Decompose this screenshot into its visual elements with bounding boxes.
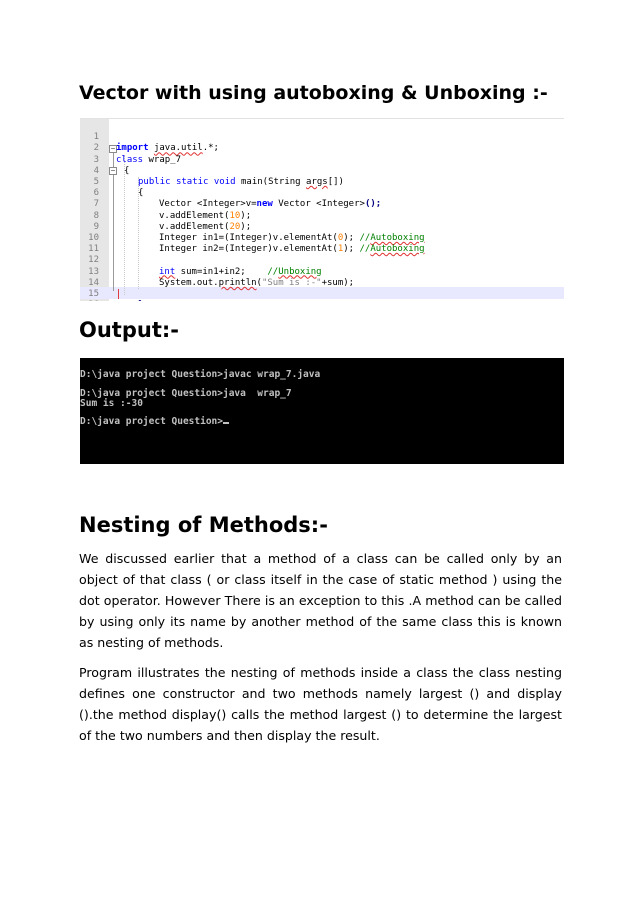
console-output-screenshot — [80, 358, 564, 464]
console-line: D:\java project Question>java wrap_7 — [80, 388, 292, 399]
fold-minus-icon: − — [110, 166, 116, 175]
code-line-5: 5 { — [93, 177, 144, 199]
code-line-14: 14 — [88, 277, 99, 288]
text-cursor — [223, 422, 229, 424]
code-line-1: 1 import java.util.*; — [93, 132, 219, 154]
code-line-8: 8 v.addElement(20); — [93, 210, 252, 232]
code-line-4: 4 public static void main(String args[]) — [93, 165, 344, 187]
fold-minus-icon: − — [110, 144, 116, 153]
code-line-3: 3 { — [93, 154, 130, 176]
heading-output: Output:- — [79, 318, 179, 342]
console-prompt: D:\java project Question> — [80, 416, 223, 427]
code-line-9: 9 Integer in1=(Integer)v.elementAt(0); //Autoboxing — [93, 221, 425, 243]
code-line-11: 11 — [88, 244, 99, 255]
paragraph-program-illustration: Program illustrates the nesting of methods inside a class the class nesting defines one constructor and two methods namely largest () and display ().the method display() calls the method largest () to determine the largest of the two numbers and then display the result. — [79, 665, 562, 743]
code-line-6: 6 Vector <Integer>v=new Vector <Integer>(); — [93, 188, 382, 210]
code-line-10: 10 Integer in2=(Integer)v.elementAt(1); //Autoboxing — [88, 233, 425, 255]
console-line: Sum is :-30 — [80, 398, 143, 409]
code-line-13: 13 System.out.println("Sum is :-"+sum); — [88, 266, 355, 288]
heading-vector-autoboxing: Vector with using autoboxing & Unboxing :- — [79, 82, 548, 104]
code-line-7: 7 v.addElement(10); — [93, 199, 252, 221]
code-editor-screenshot — [80, 118, 564, 301]
heading-nesting-of-methods: Nesting of Methods:- — [79, 513, 328, 537]
code-line-15: 15 — [88, 289, 99, 299]
console-prompt-line — [80, 416, 229, 427]
code-line-2: 2 class wrap_7 — [93, 143, 182, 165]
code-line-12: 12 int sum=in1+in2; //Unboxing — [88, 255, 322, 277]
paragraph-nesting-description: We discussed earlier that a method of a class can be called only by an object of that class ( or class itself in the case of static method ) using the dot operator. However There is an exception to this .A method can be called by using only its name by another method of the same class this is known as nesting of methods. — [79, 551, 562, 650]
console-line: D:\java project Question>javac wrap_7.java — [80, 369, 321, 380]
code-line-16 — [80, 289, 564, 300]
